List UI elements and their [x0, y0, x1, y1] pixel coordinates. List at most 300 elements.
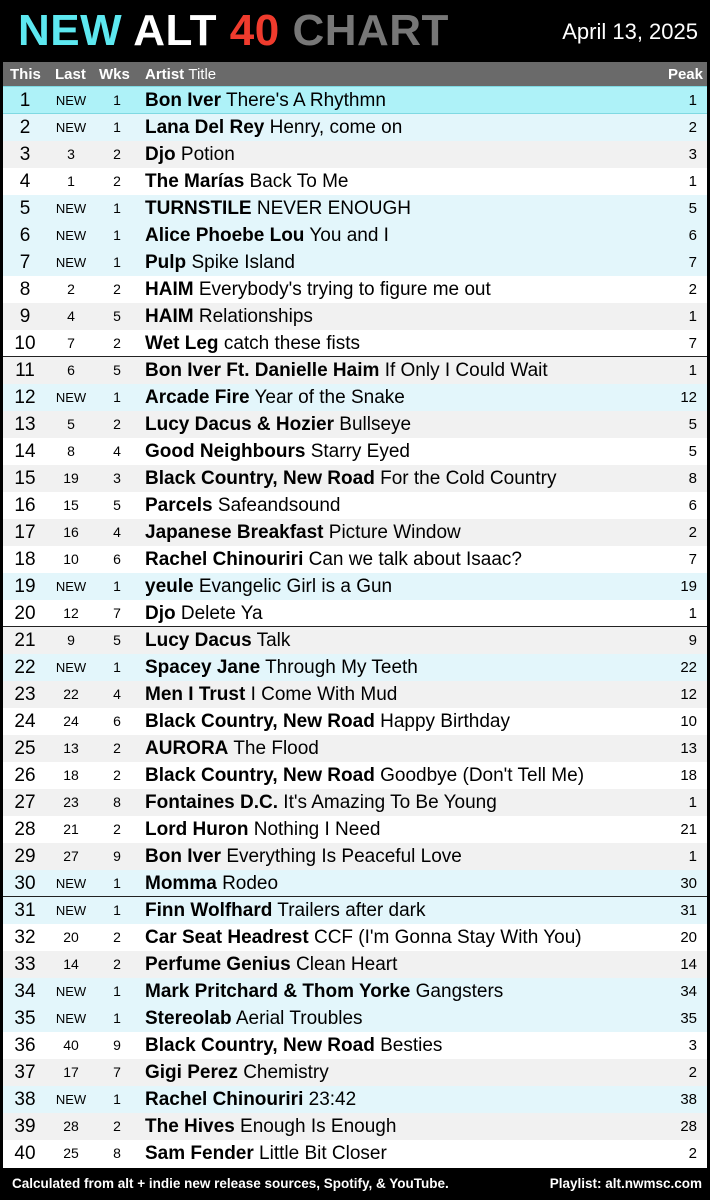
song-title: Safeandsound [217, 495, 341, 516]
position: 27 [14, 792, 36, 813]
chart-entry-row [3, 519, 707, 546]
artist-name: AURORA [145, 738, 229, 759]
column-header-row [3, 62, 707, 86]
position: 20 [14, 603, 36, 624]
chart-entry-row [3, 195, 707, 222]
artist-title [145, 114, 402, 141]
last-week: NEW [55, 984, 87, 999]
artist-name: Gigi Perez [145, 1062, 238, 1083]
chart-entry-row [3, 465, 707, 492]
artist-title [145, 1059, 329, 1086]
last-week: 24 [63, 713, 79, 729]
artist-name: Spacey Jane [145, 657, 261, 678]
song-title: Delete Ya [180, 603, 263, 624]
song-title: Besties [380, 1035, 443, 1056]
artist-name: Fontaines D.C. [145, 792, 279, 813]
chart-entry-row [3, 708, 707, 735]
chart-date: April 13, 2025 [562, 19, 698, 44]
artist-name: Bon Iver [145, 846, 222, 867]
peak-position: 5 [688, 443, 697, 460]
artist-title [145, 411, 411, 438]
artist-name: Stereolab [145, 1008, 232, 1029]
last-week: 25 [63, 1145, 79, 1161]
song-title: Enough Is Enough [240, 1116, 397, 1137]
chart-entry-row [3, 897, 707, 924]
artist-title [145, 681, 397, 708]
position: 34 [14, 981, 36, 1002]
last-week: NEW [55, 390, 87, 405]
artist-title [145, 1113, 396, 1140]
song-title: Bullseye [339, 414, 412, 435]
last-week: 18 [63, 767, 79, 783]
song-title: The Flood [233, 738, 319, 759]
peak-position: 1 [688, 794, 697, 811]
weeks-on-chart: 2 [113, 740, 121, 756]
position: 25 [14, 738, 36, 759]
artist-name: HAIM [145, 279, 194, 300]
artist-title [145, 546, 522, 573]
chart-entry-row [3, 357, 707, 384]
peak-position: 7 [688, 335, 697, 352]
last-week: 40 [63, 1037, 79, 1053]
position: 4 [19, 171, 31, 192]
position: 17 [14, 522, 36, 543]
position: 11 [15, 360, 35, 381]
last-week: 17 [63, 1064, 79, 1080]
weeks-on-chart: 2 [113, 821, 121, 837]
song-title: Little Bit Closer [259, 1143, 387, 1164]
artist-name: Djo [145, 144, 176, 165]
weeks-on-chart: 8 [113, 794, 121, 810]
chart-entry-row [3, 222, 707, 249]
last-week: 4 [67, 308, 75, 324]
last-week: 21 [63, 821, 79, 837]
song-title: Everybody's trying to figure me out [198, 279, 491, 300]
chart-entry-row [3, 546, 707, 573]
position: 21 [14, 630, 36, 651]
artist-title [145, 141, 235, 168]
last-week: 8 [67, 443, 75, 459]
artist-name: Djo [145, 603, 176, 624]
position: 9 [19, 306, 31, 327]
song-title: Back To Me [249, 171, 349, 192]
last-week: 6 [67, 362, 75, 378]
position: 28 [14, 819, 36, 840]
last-week: 5 [67, 416, 75, 432]
weeks-on-chart: 4 [113, 443, 121, 459]
artist-name: Pulp [145, 252, 187, 273]
position: 26 [14, 765, 36, 786]
weeks-on-chart: 1 [113, 1010, 121, 1026]
song-title: Potion [180, 144, 235, 165]
artist-title [145, 789, 497, 816]
last-week: 10 [63, 551, 79, 567]
peak-position: 7 [688, 551, 697, 568]
weeks-on-chart: 2 [113, 956, 121, 972]
artist-name: Sam Fender [145, 1143, 254, 1164]
last-week: 12 [63, 605, 79, 621]
artist-name: Good Neighbours [145, 441, 306, 462]
song-title: CCF (I'm Gonna Stay With You) [313, 927, 582, 948]
peak-position: 1 [688, 605, 697, 622]
weeks-on-chart: 1 [113, 254, 121, 270]
weeks-on-chart: 1 [113, 983, 121, 999]
artist-name: yeule [145, 576, 194, 597]
chart-entry-row [3, 1032, 707, 1059]
artist-name: Men I Trust [145, 684, 246, 705]
artist-name: Black Country, New Road [145, 711, 375, 732]
artist-title [145, 978, 503, 1005]
artist-title [145, 762, 584, 789]
weeks-on-chart: 5 [113, 497, 121, 513]
song-title: It's Amazing To Be Young [283, 792, 497, 813]
artist-title [145, 708, 510, 735]
artist-title [145, 843, 462, 870]
weeks-on-chart: 5 [113, 308, 121, 324]
weeks-on-chart: 5 [113, 362, 121, 378]
chart-entry-row [3, 86, 707, 114]
artist-title [145, 735, 319, 762]
chart-entry-row [3, 870, 707, 897]
artist-title [145, 357, 548, 384]
song-title: catch these fists [223, 333, 361, 354]
artist-title [145, 519, 461, 546]
song-title: If Only I Could Wait [384, 360, 548, 381]
peak-position: 12 [680, 389, 697, 406]
peak-position: 8 [688, 470, 697, 487]
peak-position: 2 [688, 1064, 697, 1081]
song-title: Spike Island [191, 252, 295, 273]
chart-entry-row [3, 924, 707, 951]
position: 10 [14, 333, 36, 354]
chart-title [18, 4, 449, 58]
song-title: You and I [309, 225, 389, 246]
last-week: NEW [55, 1011, 87, 1026]
position: 13 [14, 414, 36, 435]
weeks-on-chart: 4 [113, 524, 121, 540]
peak-position: 3 [688, 1037, 697, 1054]
chart-entry-row [3, 627, 707, 654]
artist-title [145, 1140, 387, 1167]
chart-entry-row [3, 141, 707, 168]
weeks-on-chart: 1 [113, 875, 121, 891]
title-word-alt: ALT [133, 6, 218, 55]
weeks-on-chart: 1 [113, 227, 121, 243]
weeks-on-chart: 6 [113, 551, 121, 567]
weeks-on-chart: 1 [113, 659, 121, 675]
chart-entry-row [3, 735, 707, 762]
artist-name: TURNSTILE [145, 198, 252, 219]
song-title: Happy Birthday [380, 711, 510, 732]
peak-position: 10 [680, 713, 697, 730]
position: 24 [14, 711, 36, 732]
song-title: Trailers after dark [277, 900, 426, 921]
chart-footer [0, 1168, 710, 1200]
last-week: NEW [55, 93, 87, 108]
peak-position: 13 [680, 740, 697, 757]
weeks-on-chart: 1 [113, 902, 121, 918]
peak-position: 1 [688, 848, 697, 865]
chart-entry-row [3, 1086, 707, 1113]
artist-name: Lana Del Rey [145, 117, 265, 138]
last-week: NEW [55, 228, 87, 243]
artist-name: Momma [145, 873, 217, 894]
weeks-on-chart: 9 [113, 1037, 121, 1053]
artist-title [145, 465, 556, 492]
artist-name: Black Country, New Road [145, 1035, 375, 1056]
chart-entry-row [3, 681, 707, 708]
song-title: NEVER ENOUGH [256, 198, 412, 219]
peak-position: 5 [688, 416, 697, 433]
weeks-on-chart: 7 [113, 605, 121, 621]
position: 22 [14, 657, 36, 678]
weeks-on-chart: 6 [113, 713, 121, 729]
title-word-chart: CHART [292, 6, 449, 55]
chart-entry-row [3, 1140, 707, 1167]
artist-title [145, 1086, 356, 1113]
position: 18 [14, 549, 36, 570]
last-week: NEW [55, 1092, 87, 1107]
weeks-on-chart: 9 [113, 848, 121, 864]
position: 29 [14, 846, 36, 867]
artist-name: Perfume Genius [145, 954, 291, 975]
last-week: 16 [63, 524, 79, 540]
chart-entry-row [3, 249, 707, 276]
weeks-on-chart: 1 [113, 389, 121, 405]
peak-position: 28 [680, 1118, 697, 1135]
artist-name: Mark Pritchard & Thom Yorke [145, 981, 411, 1002]
position: 19 [14, 576, 36, 597]
last-week: 3 [67, 146, 75, 162]
last-week: 7 [67, 335, 75, 351]
song-title: Starry Eyed [310, 441, 410, 462]
column-last: Last [55, 66, 86, 83]
peak-position: 20 [680, 929, 697, 946]
weeks-on-chart: 2 [113, 281, 121, 297]
song-title: Rodeo [222, 873, 279, 894]
position: 33 [14, 954, 36, 975]
artist-title [145, 627, 290, 654]
artist-title [145, 384, 405, 411]
chart-entry-row [3, 600, 707, 627]
song-title: Gangsters [415, 981, 504, 1002]
chart-entry-row [3, 168, 707, 195]
chart-entry-row [3, 276, 707, 303]
last-week: NEW [55, 120, 87, 135]
weeks-on-chart: 2 [113, 335, 121, 351]
peak-position: 2 [688, 119, 697, 136]
weeks-on-chart: 1 [113, 119, 121, 135]
peak-position: 7 [688, 254, 697, 271]
position: 37 [14, 1062, 36, 1083]
last-week: 23 [63, 794, 79, 810]
chart-entry-row [3, 789, 707, 816]
position: 30 [14, 873, 36, 894]
artist-title [145, 1005, 363, 1032]
artist-title [145, 438, 410, 465]
chart-entry-row [3, 978, 707, 1005]
artist-title [145, 87, 386, 114]
artist-title [145, 222, 389, 249]
chart-entry-row [3, 330, 707, 357]
song-title: Chemistry [243, 1062, 329, 1083]
peak-position: 6 [688, 497, 697, 514]
chart-entry-row [3, 303, 707, 330]
position: 12 [14, 387, 36, 408]
weeks-on-chart: 2 [113, 173, 121, 189]
footer-playlist-link[interactable]: Playlist: alt.nwmsc.com [549, 1176, 702, 1191]
position: 15 [14, 468, 36, 489]
weeks-on-chart: 1 [113, 578, 121, 594]
peak-position: 2 [688, 1145, 697, 1162]
chart-entry-row [3, 384, 707, 411]
artist-name: Lucy Dacus [145, 630, 252, 651]
last-week: 1 [67, 173, 75, 189]
artist-title [145, 1032, 442, 1059]
artist-name: Japanese Breakfast [145, 522, 324, 543]
song-title: I Come With Mud [250, 684, 398, 705]
artist-name: Rachel Chinouriri [145, 549, 304, 570]
last-week: NEW [55, 876, 87, 891]
weeks-on-chart: 3 [113, 470, 121, 486]
artist-name: Black Country, New Road [145, 468, 375, 489]
chart-entry-row [3, 1113, 707, 1140]
column-peak: Peak [667, 66, 703, 83]
position: 14 [14, 441, 36, 462]
song-title: Year of the Snake [254, 387, 405, 408]
chart-entry-row [3, 492, 707, 519]
last-week: 27 [63, 848, 79, 864]
artist-name: Rachel Chinouriri [145, 1089, 304, 1110]
position: 7 [19, 252, 31, 273]
song-title: Aerial Troubles [235, 1008, 363, 1029]
weeks-on-chart: 1 [113, 200, 121, 216]
peak-position: 30 [680, 875, 697, 892]
artist-name: The Marías [145, 171, 245, 192]
song-title: Talk [256, 630, 291, 651]
weeks-on-chart: 1 [113, 1091, 121, 1107]
artist-name: Bon Iver Ft. Danielle Haim [145, 360, 380, 381]
artist-title [145, 168, 348, 195]
title-word-new: NEW [18, 6, 123, 55]
position: 16 [14, 495, 36, 516]
artist-title [145, 654, 418, 681]
song-title: Can we talk about Isaac? [308, 549, 522, 570]
song-title: Everything Is Peaceful Love [226, 846, 462, 867]
position: 40 [14, 1143, 36, 1164]
peak-position: 21 [680, 821, 697, 838]
weeks-on-chart: 2 [113, 767, 121, 783]
title-word-40: 40 [229, 6, 280, 55]
last-week: 2 [67, 281, 75, 297]
position: 8 [19, 279, 31, 300]
artist-title [145, 600, 263, 627]
chart-entry-row [3, 411, 707, 438]
last-week: NEW [55, 579, 87, 594]
artist-title [145, 303, 313, 330]
chart-header [0, 0, 710, 62]
weeks-on-chart: 7 [113, 1064, 121, 1080]
chart-entry-row [3, 1005, 707, 1032]
peak-position: 31 [680, 902, 697, 919]
chart-entry-row [3, 1059, 707, 1086]
last-week: NEW [55, 660, 87, 675]
artist-title [145, 492, 340, 519]
artist-name: Wet Leg [145, 333, 219, 354]
song-title: Nothing I Need [253, 819, 381, 840]
song-title: Henry, come on [269, 117, 403, 138]
position: 36 [14, 1035, 36, 1056]
peak-position: 9 [688, 632, 697, 649]
song-title: 23:42 [308, 1089, 357, 1110]
song-title: Clean Heart [296, 954, 398, 975]
last-week: 19 [63, 470, 79, 486]
last-week: 15 [63, 497, 79, 513]
chart-entry-row [3, 114, 707, 141]
peak-position: 38 [680, 1091, 697, 1108]
peak-position: 22 [680, 659, 697, 676]
position: 39 [14, 1116, 36, 1137]
weeks-on-chart: 2 [113, 416, 121, 432]
artist-name: Parcels [145, 495, 213, 516]
chart-table [3, 62, 707, 1168]
peak-position: 2 [688, 524, 697, 541]
last-week: 22 [63, 686, 79, 702]
position: 1 [19, 90, 31, 111]
peak-position: 1 [688, 362, 697, 379]
artist-name: Arcade Fire [145, 387, 250, 408]
position: 6 [19, 225, 31, 246]
song-title: Through My Teeth [265, 657, 418, 678]
peak-position: 34 [680, 983, 697, 1000]
peak-position: 19 [680, 578, 697, 595]
peak-position: 1 [688, 308, 697, 325]
last-week: 28 [63, 1118, 79, 1134]
position: 31 [14, 900, 36, 921]
last-week: 14 [63, 956, 79, 972]
chart-entry-row [3, 762, 707, 789]
artist-title [145, 897, 425, 924]
position: 5 [19, 198, 31, 219]
artist-name: Car Seat Headrest [145, 927, 309, 948]
chart-entry-row [3, 438, 707, 465]
peak-position: 35 [680, 1010, 697, 1027]
song-title: Relationships [198, 306, 313, 327]
position: 35 [14, 1008, 36, 1029]
peak-position: 3 [688, 146, 697, 163]
weeks-on-chart: 2 [113, 1118, 121, 1134]
position: 38 [14, 1089, 36, 1110]
chart-entry-row [3, 573, 707, 600]
artist-title [145, 870, 278, 897]
chart-entry-row [3, 654, 707, 681]
song-title: For the Cold Country [380, 468, 557, 489]
artist-name: The Hives [145, 1116, 235, 1137]
song-title: Evangelic Girl is a Gun [198, 576, 393, 597]
chart-entry-row [3, 816, 707, 843]
column-title: Title [188, 66, 217, 83]
last-week: NEW [55, 903, 87, 918]
last-week: NEW [55, 255, 87, 270]
song-title: Picture Window [328, 522, 461, 543]
position: 3 [19, 144, 31, 165]
peak-position: 5 [688, 200, 697, 217]
weeks-on-chart: 1 [113, 92, 121, 108]
artist-name: Bon Iver [145, 90, 222, 111]
artist-name: Black Country, New Road [145, 765, 375, 786]
last-week: 20 [63, 929, 79, 945]
peak-position: 18 [680, 767, 697, 784]
